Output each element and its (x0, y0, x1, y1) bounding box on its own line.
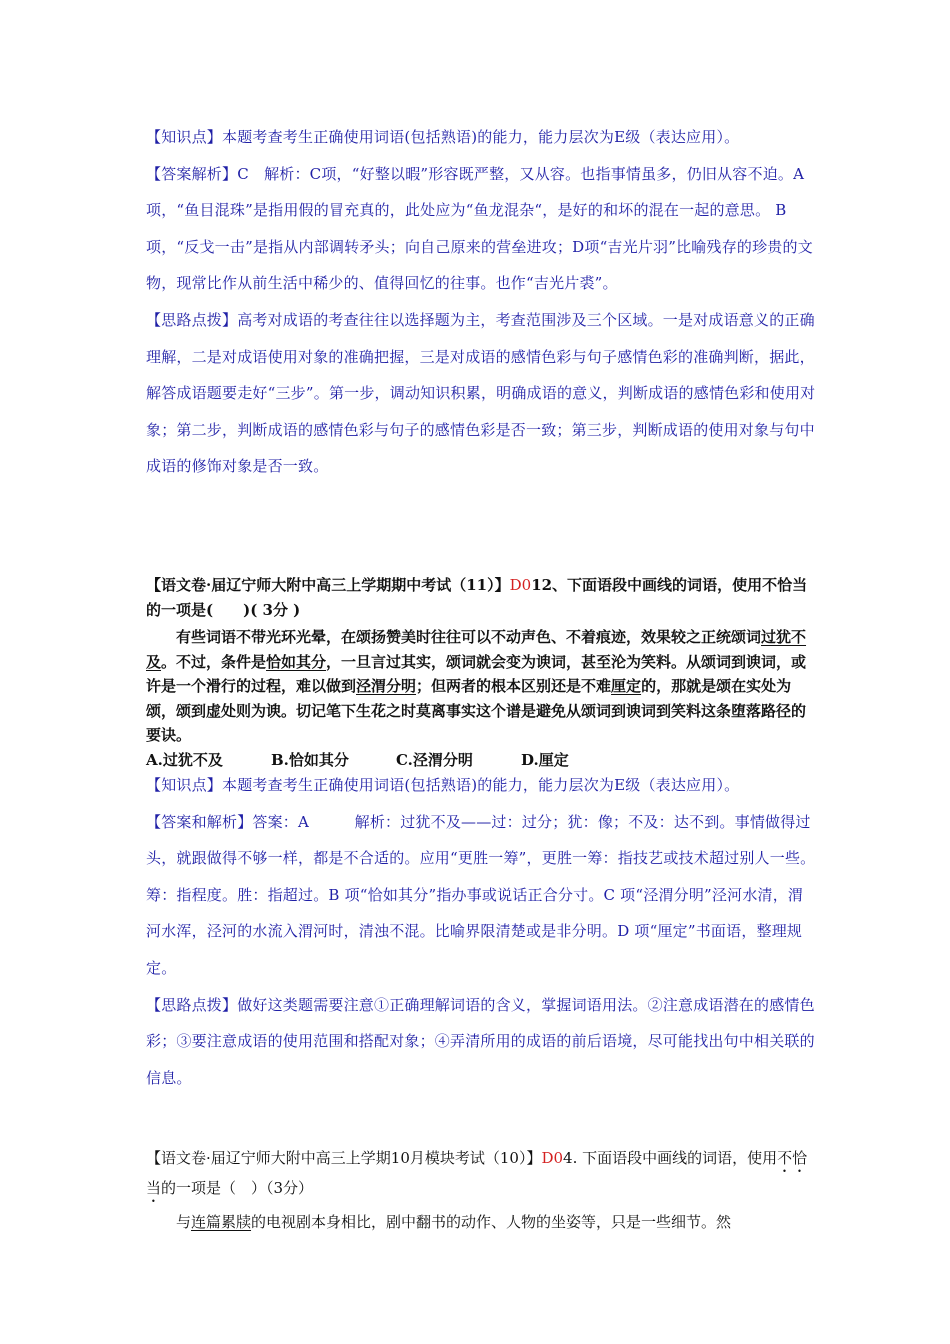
knowledge-point-1: 【知识点】本题考查考生正确使用词语(包括熟语)的能力，能力层次为E级（表达应用）。 (146, 128, 740, 146)
knowledge-point-2: 【知识点】本题考查考生正确使用词语(包括熟语)的能力，能力层次为E级（表达应用）。 (146, 776, 740, 794)
question-3-code: D0 (541, 1149, 564, 1167)
question-2 (146, 573, 818, 772)
passage-text: 的电视剧本身相比，剧中翻书的动作、人物的坐姿等，只是一些细节。然 (251, 1213, 732, 1231)
answer-block-1 (146, 119, 818, 485)
passage-text: ，一旦言过其实，颂词就会变为谀词，甚至沦为笑料。从颂词到谀词，或许是一个滑行的过程，难以做到 (146, 652, 807, 695)
passage-text: 有些词语不带光环光晕，在颂扬赞美时往往可以不动声色、不着痕迹，效果较之正统颂词 (176, 628, 762, 646)
question-2-source: 【语文卷·届辽宁师大附中高三上学期期中考试（11）】 (146, 576, 510, 594)
question-2-stem: 12、下面语段中画线的词语，使用不恰当的一项是( )( 3分 ) (146, 576, 808, 619)
question-3 (146, 1146, 818, 1234)
option-c: C.泾渭分明 (396, 750, 473, 769)
question-3-passage (146, 1210, 818, 1234)
passage-text: 的，那就是颂在实处为颂，颂到虚处则为谀。切记笔下生花之时莫离事实这个谱是避免从颂词到谀词到笑料这条堕落路径的要诀。 (146, 677, 807, 744)
answer-analysis-1: 【答案解析】C 解析：C项，“好整以暇”形容既严整，又从容。也指事情虽多，仍旧从容不迫。A项，“鱼目混珠”是指用假的冒充真的，此处应为“鱼龙混杂“，是好的和坏的混在一起的意思。 B项，“反戈一击”是指从内部调转矛头；向自己原来的营垒进攻；D项“吉光片羽”比喻残存的珍贵的文物，现常比作从前生活中稀少的、值得回忆的往事。也作“吉光片裘”。 (146, 164, 813, 293)
underlined-term-1: 过犹不及 (146, 628, 807, 671)
question-3-stem: 4. 下面语段中画线的词语，使用 (563, 1149, 778, 1167)
question-2-code: D0 (509, 576, 532, 594)
question-2-header (146, 573, 818, 622)
passage-text: 与 (176, 1213, 192, 1231)
passage-text: ；但两者的根本区别还是不难 (416, 677, 612, 695)
question-2-passage (146, 625, 818, 748)
thinking-tips-1: 【思路点拨】高考对成语的考查往往以选择题为主，考查范围涉及三个区域。一是对成语意义的正确理解，二是对成语使用对象的准确把握，三是对成语的感情色彩与句子感情色彩的准确判断，据此，解答成语题要走好“三步”。第一步，调动知识积累，明确成语的意义，判断成语的感情色彩和使用对象；第二步，判断成语的感情色彩与句子的感情色彩是否一致；第三步，判断成语的使用对象与句中成语的修饰对象是否一致。 (146, 310, 816, 476)
question-3-source: 【语文卷·届辽宁师大附中高三上学期10月模块考试（10）】 (146, 1149, 542, 1167)
emphasized-text: 不恰当 (146, 1149, 808, 1197)
thinking-tips-2: 【思路点拨】做好这类题需要注意①正确理解词语的含义，掌握词语用法。②注意成语潜在的感情色彩；③要注意成语的使用范围和搭配对象；④弄清所用的成语的前后语境，尽可能找出句中相关联的信息。 (146, 995, 815, 1087)
underlined-term-5: 连篇累牍 (191, 1213, 252, 1231)
answer-block-2 (146, 767, 818, 1096)
underlined-term-2: 恰如其分 (266, 652, 327, 671)
question-3-stem-end: 的一项是（ ）（3分） (161, 1179, 314, 1197)
underlined-term-4: 厘定 (611, 677, 642, 695)
answer-analysis-2: 【答案和解析】答案：A 解析：过犹不及——过：过分；犹：像；不及：达不到。事情做得过头，就跟做得不够一样，都是不合适的。应用“更胜一筹”，更胜一筹：指技艺或技术超过别人一些。筹：指程度。胜：指超过。B 项“恰如其分”指办事或说话正合分寸。C 项“泾渭分明”泾河水清，渭河水浑，泾河的水流入渭河时，清浊不混。比喻界限清楚或是非分明。D 项“厘定”书面语，整理规定。 (146, 812, 816, 977)
option-d: D.厘定 (521, 750, 569, 769)
option-a: A.过犹不及 (146, 750, 223, 769)
option-b: B.恰如其分 (271, 750, 349, 769)
question-3-header (146, 1146, 818, 1206)
underlined-term-3: 泾渭分明 (356, 677, 417, 695)
passage-text: 。不过，条件是 (161, 652, 267, 671)
